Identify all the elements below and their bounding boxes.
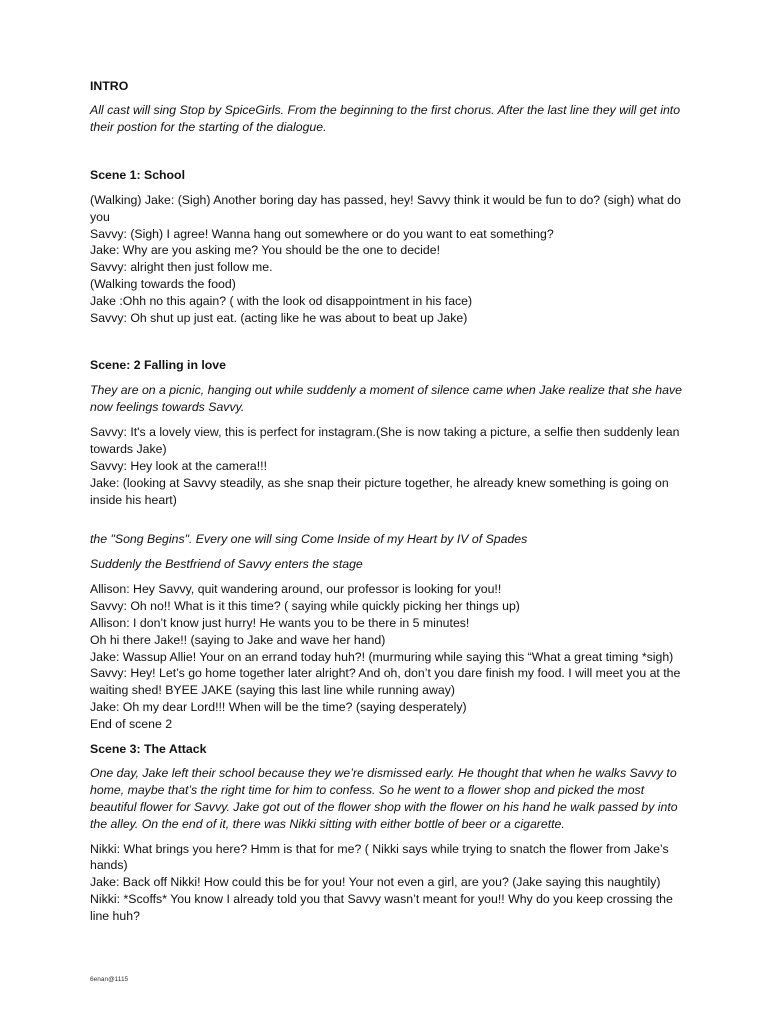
scene1-dialogue [90, 192, 690, 326]
scene2-dialogue-part1 [90, 424, 690, 508]
scene2-song-direction: the "Song Begins". Every one will sing Come Inside of my Heart by IV of Spades [90, 532, 528, 547]
scene3-intro: One day, Jake left their school because they we’re dismissed early. He thought that when he walks Savvy to home, maybe that’s the right time for him to confess. So he went to a flower shop and picked the most beautiful flower for Savvy. Jake got out of the flower shop with the flower on his hand he walk passed by into the alley. On the end of it, there was Nikki sitting with either bottle of beer or a cigarette. [90, 765, 678, 831]
scene2-heading: Scene: 2 Falling in love [90, 358, 226, 373]
dialogue-line: Savvy: Oh shut up just eat. (acting like he was about to beat up Jake) [90, 310, 468, 325]
dialogue-line: Nikki: *Scoffs* You know I already told you that Savvy wasn’t meant for you!! Why do you keep crossing the line huh? [90, 891, 673, 923]
dialogue-line: (Walking) Jake: (Sigh) Another boring day has passed, hey! Savvy think it would be fun to do? (sigh) what do you [90, 193, 681, 224]
dialogue-line: Jake: Wassup Allie! Your on an errand today huh?! (murmuring while saying this “What a great timing *sigh) [90, 649, 674, 664]
scene3-heading: Scene 3: The Attack [90, 741, 207, 756]
dialogue-line: Savvy: Hey look at the camera!!! [90, 458, 268, 473]
dialogue-line: Jake: Oh my dear Lord!!! When will be the time? (saying desperately) [90, 699, 467, 714]
dialogue-line: End of scene 2 [90, 716, 173, 731]
dialogue-line: (Walking towards the food) [90, 276, 236, 291]
dialogue-line: Jake: Why are you asking me? You should be the one to decide! [90, 243, 441, 258]
dialogue-line: Jake :Ohh no this again? ( with the look od disappointment in his face) [90, 293, 473, 308]
dialogue-line: Savvy: Hey! Let’s go home together later alright? And oh, don’t you dare finish my food. I will meet you at the waiting shed! BYEE JAKE (saying this last line while running away) [90, 666, 681, 698]
dialogue-line: Jake: Back off Nikki! How could this be for you! Your not even a girl, are you? (Jake saying this naughtily) [90, 875, 661, 890]
dialogue-line: Allison: Hey Savvy, quit wandering around, our professor is looking for you!! [90, 582, 502, 597]
dialogue-line: Oh hi there Jake!! (saying to Jake and wave her hand) [90, 632, 386, 647]
page-footer: 6enan@1115 [90, 976, 129, 983]
scene2-dialogue-part2 [90, 581, 690, 732]
intro-text: All cast will sing Stop by SpiceGirls. From the beginning to the first chorus. After the last line they will get into their postion for the starting of the dialogue. [90, 103, 681, 134]
dialogue-line: Savvy: It's a lovely view, this is perfect for instagram.(She is now taking a picture, a selfie then suddenly lean towards Jake) [90, 425, 680, 457]
scene1-heading: Scene 1: School [90, 168, 185, 182]
dialogue-line: Jake: (looking at Savvy steadily, as she snap their picture together, he already knew something is going on inside his heart) [90, 475, 669, 507]
intro-heading: INTRO [90, 79, 129, 93]
dialogue-line: Allison: I don’t know just hurry! He wants you to be there in 5 minutes! [90, 615, 470, 630]
dialogue-line: Nikki: What brings you here? Hmm is that for me? ( Nikki says while trying to snatch the flower from Jake’s hands) [90, 841, 669, 873]
script-content [90, 78, 690, 925]
scene3-dialogue [90, 841, 690, 925]
scene2-intro: They are on a picnic, hanging out while suddenly a moment of silence came when Jake realize that she have now feelings towards Savvy. [90, 383, 682, 415]
dialogue-line: Savvy: alright then just follow me. [90, 260, 273, 275]
scene2-enter-direction: Suddenly the Bestfriend of Savvy enters the stage [90, 557, 363, 572]
dialogue-line: Savvy: Oh no!! What is it this time? ( saying while quickly picking her things up) [90, 599, 520, 614]
dialogue-line: Savvy: (Sigh) I agree! Wanna hang out somewhere or do you want to eat something? [90, 226, 554, 241]
